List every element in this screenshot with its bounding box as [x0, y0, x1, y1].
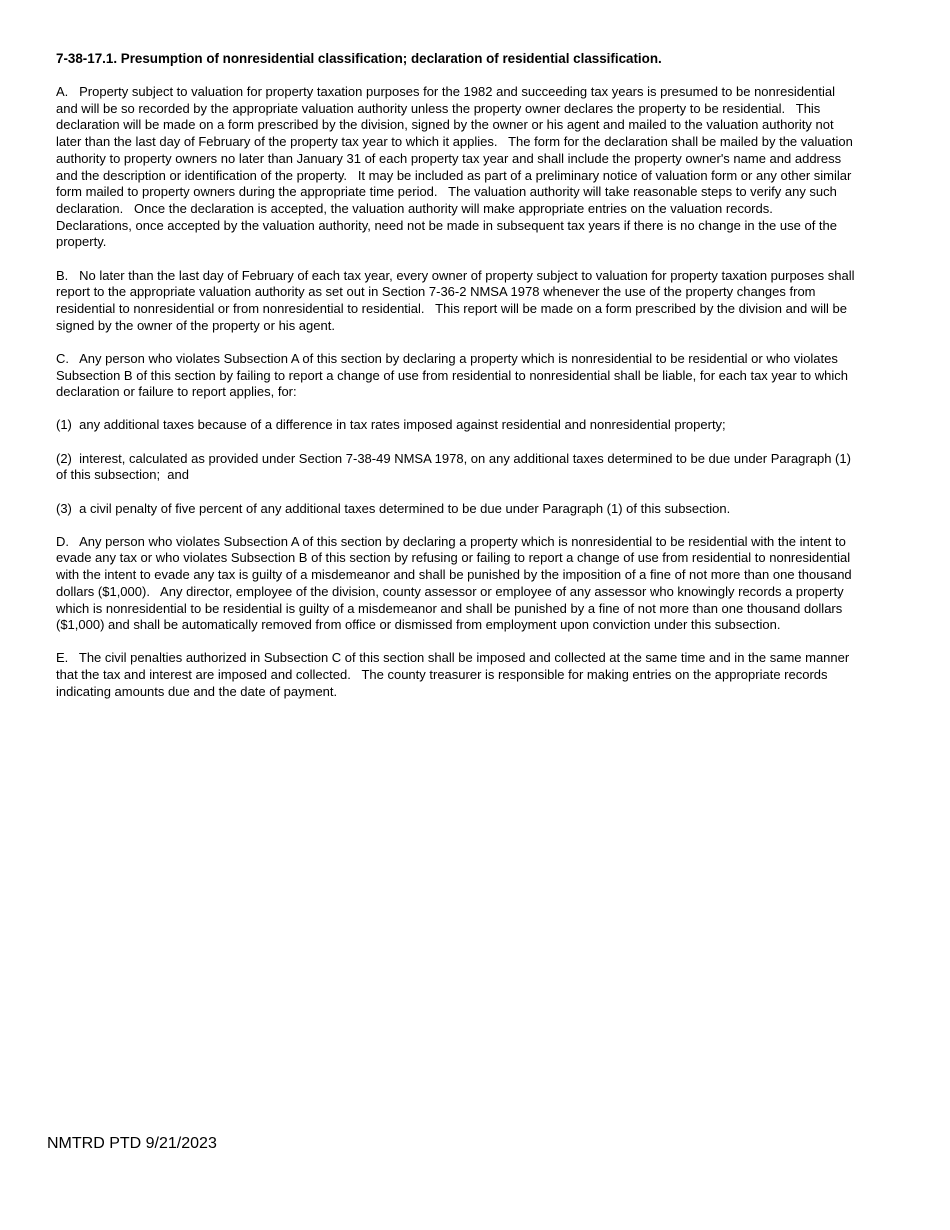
- paragraph-3: (3) a civil penalty of five percent of any additional taxes determined to be due under Paragraph (1) of this subsection.: [56, 500, 731, 516]
- paragraph-1: (1) any additional taxes because of a difference in tax rates imposed against residential and nonresidential property;: [56, 417, 726, 433]
- page-footer: NMTRD PTD 9/21/2023: [47, 1135, 217, 1152]
- subsection-e: E. The civil penalties authorized in Subsection C of this section shall be imposed and collected at the same time and in the same manner that the tax and interest are imposed and collected. The county treasurer is responsible for making entries on the appropriate records indicating amounts due and the date of payment.: [56, 650, 853, 699]
- subsection-d: D. Any person who violates Subsection A of this section by declaring a property which is nonresidential to be residential with the intent to evade any tax or who violates Subsection B of this section by refusing or failing to report a change of use from residential to nonresidential with the intent to evade any tax is guilty of a misdemeanor and shall be punished by the imposition of a fine of not more than one thousand dollars ($1,000). Any director, employee of the division, county assessor or employee of any assessor who knowingly records a property which is nonresidential to be residential is guilty of a misdemeanor and shall be punished by a fine of not more than one thousand dollars ($1,000) and shall be automatically removed from office or dismissed from employment upon conviction under this subsection.: [56, 533, 856, 633]
- paragraph-2: (2) interest, calculated as provided under Section 7-38-49 NMSA 1978, on any additional taxes determined to be due under Paragraph (1) of this subsection; and: [56, 450, 855, 483]
- section-heading: 7-38-17.1. Presumption of nonresidential classification; declaration of residential classification.: [56, 51, 662, 66]
- subsection-a: A. Property subject to valuation for property taxation purposes for the 1982 and succeeding tax years is presumed to be nonresidential and will be so recorded by the appropriate valuation authority unless the property owner declares the property to be residential. This declaration will be made on a form prescribed by the division, signed by the owner or his agent and mailed to the valuation authority not later than the last day of February of the property tax year to which it applies. The form for the declaration shall be mailed by the valuation authority to property owners no later than January 31 of each property tax year and shall include the property owner's name and address and the description or identification of the property. It may be included as part of a preliminary notice of valuation form or any other similar form mailed to property owners during the appropriate time period. The valuation authority will take reasonable steps to verify any such declaration. Once the declaration is accepted, the valuation authority will make appropriate entries on the valuation records. Declarations, once accepted by the valuation authority, need not be made in subsequent tax years if there is no change in the use of the property.: [56, 84, 857, 250]
- subsection-c: C. Any person who violates Subsection A of this section by declaring a property which is nonresidential to be residential or who violates Subsection B of this section by failing to report a change of use from residential to nonresidential shall be liable, for each tax year to which declaration or failure to report applies, for:: [56, 350, 852, 400]
- subsection-b: B. No later than the last day of February of each tax year, every owner of property subject to valuation for property taxation purposes shall report to the appropriate valuation authority as set out in Section 7-36-2 NMSA 1978 whenever the use of the property changes from residential to nonresidential or from nonresidential to residential. This report will be made on a form prescribed by the division and will be signed by the owner of the property or his agent.: [56, 267, 859, 333]
- document-body: [56, 50, 859, 717]
